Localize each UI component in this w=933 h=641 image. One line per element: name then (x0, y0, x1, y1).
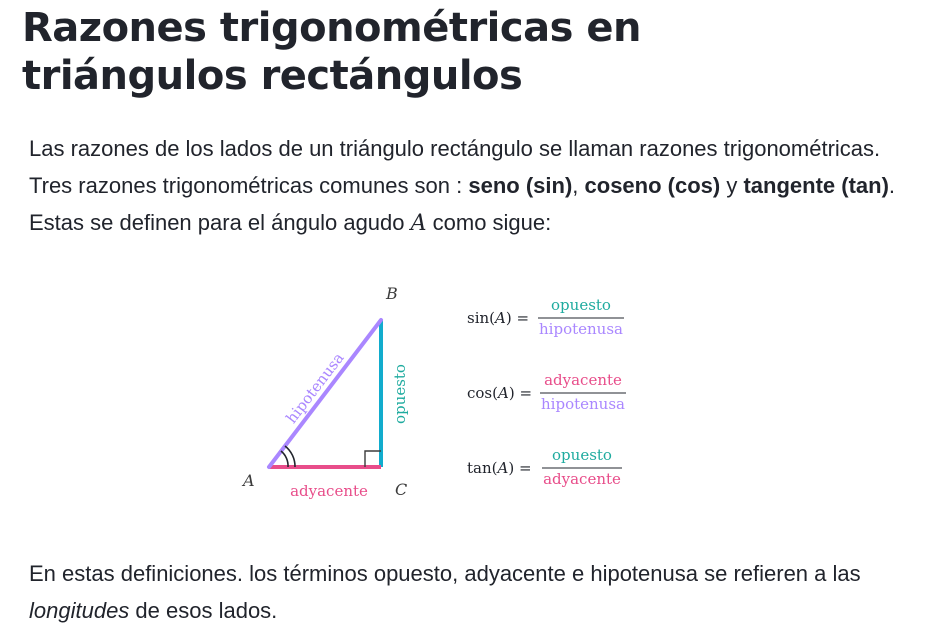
intro-text-5: como sigue: (426, 210, 552, 235)
title-line-1: Razones trigonométricas en (22, 5, 641, 51)
intro-text-4: . Estas se definen para el ángulo agudo (29, 173, 896, 235)
outro-text-1: En estas definiciones. los términos opuesto, adyacente e hipotenusa se refieren a las (29, 561, 861, 586)
intro-text-1: Las razones de los lados de un triángulo rectángulo se llaman razones trigonométricas. Tres razones trigonométricas comunes son : (29, 136, 881, 198)
tangent-denominator: adyacente (543, 470, 621, 488)
outro-paragraph (29, 555, 909, 629)
hypotenuse-label: hipotenusa (282, 349, 348, 427)
sine-numerator: opuesto (551, 296, 611, 314)
vertex-a-label: A (243, 471, 255, 490)
vertex-b-label: B (386, 284, 398, 303)
angle-arc-inner (281, 451, 288, 467)
cosine-lhs: cos(A) = (467, 384, 533, 402)
intro-text-2: , (572, 173, 585, 198)
title-line-2: triángulos rectángulos (22, 53, 523, 99)
term-seno: seno (sin) (468, 173, 573, 198)
sine-lhs: sin(A) = (467, 309, 530, 327)
term-longitudes: longitudes (29, 598, 130, 623)
sine-formula (467, 296, 624, 338)
sine-denominator: hipotenusa (539, 320, 623, 338)
hypotenuse-side (269, 320, 381, 467)
angle-variable: A (410, 211, 427, 236)
outro-text-2: de esos lados. (129, 598, 278, 623)
opposite-label: opuesto (391, 364, 409, 424)
tangent-lhs: tan(A) = (467, 459, 532, 477)
vertex-c-label: C (395, 480, 408, 499)
right-triangle (269, 320, 381, 467)
term-coseno: coseno (cos) (584, 173, 721, 198)
cosine-denominator: hipotenusa (541, 395, 625, 413)
cosine-formula (467, 371, 626, 413)
cosine-numerator: adyacente (544, 371, 622, 389)
intro-text-3: y (720, 173, 744, 198)
tangent-numerator: opuesto (552, 446, 612, 464)
term-tangente: tangente (tan) (743, 173, 889, 198)
right-angle-mark (365, 451, 381, 467)
tangent-formula (467, 446, 622, 488)
adjacent-label: adyacente (290, 482, 368, 500)
